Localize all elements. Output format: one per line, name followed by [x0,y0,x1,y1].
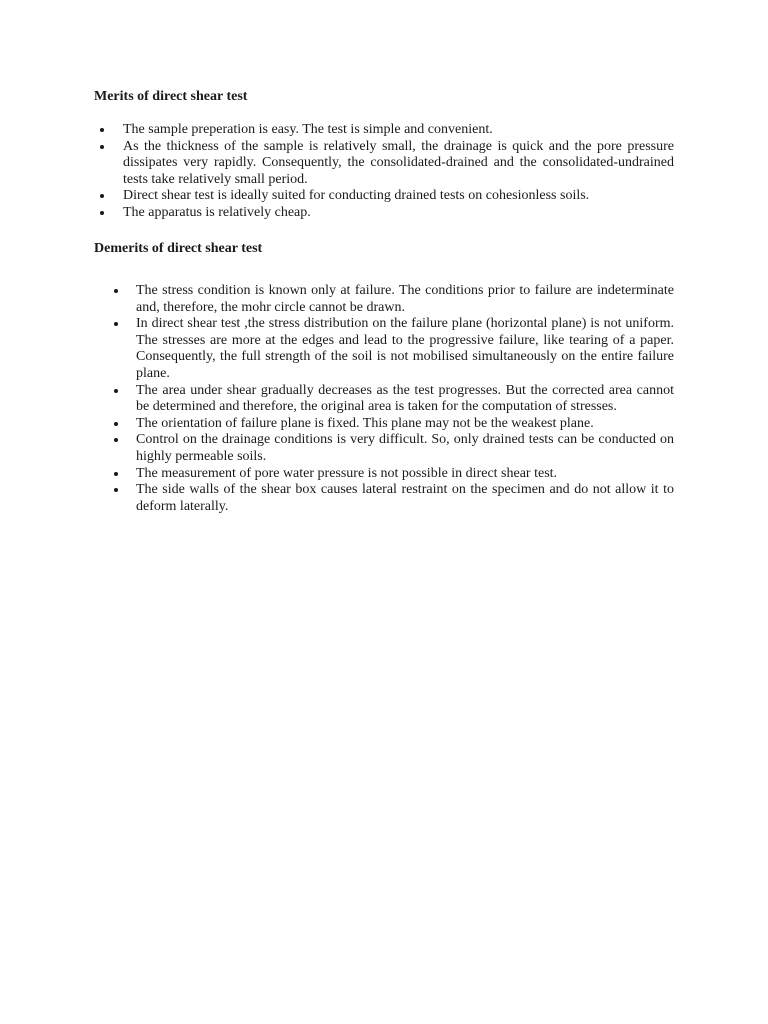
demerits-item-text: The side walls of the shear box causes lateral restraint on the specimen and do not allow it to deform laterally. [136,482,674,514]
bullet-icon [114,322,118,326]
merits-item [96,188,674,205]
demerits-list [110,283,674,515]
demerits-item [110,482,674,515]
merits-item-text: The sample preperation is easy. The test is simple and convenient. [123,122,493,137]
merits-item [96,122,674,139]
bullet-icon [100,145,104,149]
demerits-heading: Demerits of direct shear test [94,241,263,256]
demerits-item-text: The orientation of failure plane is fixed. This plane may not be the weakest plane. [136,415,594,431]
merits-item [96,139,674,189]
demerits-item [110,432,674,465]
merits-heading: Merits of direct shear test [94,89,248,104]
bullet-icon [114,488,118,492]
bullet-icon [114,472,118,476]
bullet-icon [100,211,104,215]
demerits-item [110,383,674,416]
demerits-item [110,316,674,382]
merits-item-text: Direct shear test is ideally suited for conducting drained tests on cohesionless soils. [123,188,590,204]
bullet-icon [114,438,118,442]
merits-item-text: The apparatus is relatively cheap. [123,204,311,220]
merits-item [96,205,674,222]
demerits-item [110,283,674,316]
demerits-item [110,416,674,433]
demerits-item-text: In direct shear test ,the stress distribution on the failure plane (horizontal plane) is not uniform. The stresses are more at the edges and lead to the progressive failure, like tearing of a paper. Consequently, the full strength of the soil is not mobilised simultaneously on the entire failure plane. [136,316,674,381]
merits-item-text: As the thickness of the sample is relatively small, the drainage is quick and the pore pressure dissipates very rapidly. Consequently, the consolidated-drained and the consolidated-undrained tests take relatively small period. [123,138,674,187]
demerits-item-text: The area under shear gradually decreases as the test progresses. But the corrected area cannot be determined and therefore, the original area is taken for the computation of stresses. [136,382,674,415]
demerits-item-text: The measurement of pore water pressure is not possible in direct shear test. [136,465,558,481]
bullet-icon [100,128,104,132]
demerits-item [110,466,674,483]
bullet-icon [100,194,104,198]
demerits-item-text: Control on the drainage conditions is very difficult. So, only drained tests can be conducted on highly permeable soils. [136,432,674,464]
bullet-icon [114,422,118,426]
merits-list [96,122,674,222]
demerits-item-text: The stress condition is known only at failure. The conditions prior to failure are indeterminate and, therefore, the mohr circle cannot be drawn. [136,283,674,315]
bullet-icon [114,389,118,393]
bullet-icon [114,289,118,293]
